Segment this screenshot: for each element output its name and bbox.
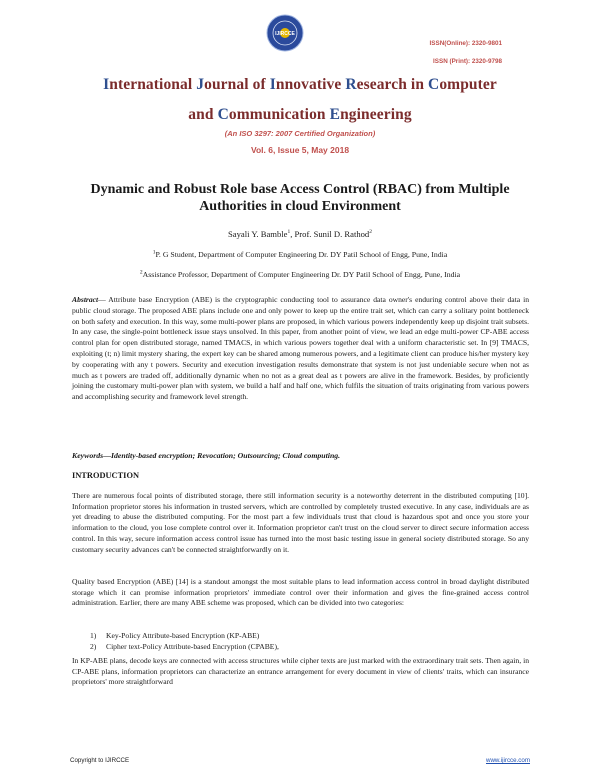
abe-category-list xyxy=(90,631,530,652)
list-item-text: Cipher text-Policy Attribute-based Encryption (CPABE), xyxy=(106,641,279,651)
list-item xyxy=(90,642,530,653)
footer-copyright: Copyright to IJIRCCE xyxy=(70,757,130,764)
journal-name-line2 xyxy=(0,106,600,124)
abstract-label: Abstract xyxy=(72,295,99,304)
footer-website-link[interactable]: www.ijircce.com xyxy=(485,757,530,764)
journal-word: ommunication xyxy=(228,106,330,123)
iso-certification: (An ISO 3297: 2007 Certified Organization) xyxy=(224,129,376,138)
author-1-sup: 1 xyxy=(287,229,291,236)
journal-name-line1 xyxy=(0,76,600,94)
affiliation-2-sup: 2 xyxy=(139,269,143,276)
journal-word: ournal of xyxy=(204,76,270,93)
keywords: Keywords—Identity-based encryption; Revocation; Outsourcing; Cloud computing. xyxy=(72,451,341,460)
intro-paragraph-3: In KP-ABE plans, decode keys are connected with access structures while cipher texts are just marked with the extraordinary trait sets. Then again, in CP-ABE plans, information proprietors can characterize an entrance arrangement for every document in view of clients' traits, which can insurance proprietors' more straightforward xyxy=(72,656,529,687)
journal-initial-cap: I xyxy=(103,76,110,93)
journal-initial-cap: R xyxy=(345,76,357,93)
journal-word: esearch in xyxy=(356,76,429,93)
list-item-text: Key-Policy Attribute-based Encryption (KP-ABE) xyxy=(106,631,260,640)
journal-word: and xyxy=(188,106,218,123)
abstract xyxy=(72,295,529,403)
journal-initial-cap: C xyxy=(428,76,440,93)
affiliation-2 xyxy=(0,270,600,279)
affiliation-1-sup: 1 xyxy=(152,249,156,256)
journal-word: nnovative xyxy=(275,76,346,93)
affiliation-1-text: P. G Student, Department of Computer Engineering Dr. DY Patil School of Engg, Pune, India xyxy=(155,250,448,259)
abstract-body: — Attribute base Encryption (ABE) is the cryptographic conducting tool to assurance data owner's enduring control above their data in public cloud storage. The proposed ABE plans include one and only power to keep up the entire trait set, which can carry a solitary point bottleneck on both safety and execution. In this way, some multi-power plans are proposed, in which various powers independently keep up disjoint trait subsets. In any case, the single-point bottleneck issue stays unsolved. In this paper, from another point of view, we lead an edge multi-power CP-ABE access control plan for open distributed storage, named TMACS, in which various powers together deal with a uniform characteristic set. In [9] TMACS, exploiting (t; n) limit mystery sharing, the expert key can be shared among numerous powers, and a legitimate client can produce his/her mystery key by cooperating with any t powers. Security and execution investigation results demonstrate that system is not just undeniable secure when not as much as t powers are traded off, additionally dynamic when no not as a great deal as t powers are alive in the framework. Besides, by proficiently joining the customary multi-power plan with system, we build a half and half one, which fulfils the situation of traits originating from various powers and accomplishing security and framework level strength. xyxy=(72,295,529,402)
journal-initial-cap: E xyxy=(329,106,341,123)
intro-paragraph-2: Quality based Encryption (ABE) [14] is a standout amongst the most suitable plans to lead information access control in broad daylight distributed storage which it can promise information proprietors' immediate control over their information and gives the fine-grained access control administration. Earlier, there are many ABE scheme was proposed, which can be divided into two categories: xyxy=(72,577,529,608)
intro-paragraph-1: There are numerous focal points of distributed storage, there still information security is a noteworthy deterrent in the distributed computing [10]. Information proprietor stores his information in trusted servers, which are controlled by completely trusted executive. In any case, individuals are as yet dreading to abuse the distributed computing. For the most part a few individuals trust that cloud is hazardous spot and once you store your information to the cloud, you lose complete control over it. Information proprietor can't trust on the cloud server to direct secure information access control. In this way, secure information access control issue has turned into the most basic testing issue in general society distributed storage. So any customary security advances can't be connected straightforwardly on it. xyxy=(72,491,529,554)
list-item-number: 2) xyxy=(90,641,97,651)
journal-initial-cap: C xyxy=(217,106,229,123)
author-2-sup: 2 xyxy=(369,229,372,236)
logo-text: IJIRCCE xyxy=(275,31,295,37)
journal-initial-cap: J xyxy=(196,76,205,93)
journal-word: omputer xyxy=(439,76,497,93)
section-heading-introduction: INTRODUCTION xyxy=(72,471,140,480)
paper-title: Dynamic and Robust Role base Access Control (RBAC) from Multiple Authorities in cloud Environment xyxy=(90,182,510,214)
volume-issue: Vol. 6, Issue 5, May 2018 xyxy=(250,145,350,155)
issn-print: ISSN (Print): 2320-9798 xyxy=(433,58,502,65)
author-line xyxy=(0,229,600,239)
list-item xyxy=(90,631,530,642)
journal-word: nternational xyxy=(109,76,197,93)
journal-initial-cap: I xyxy=(269,76,276,93)
list-item-number: 1) xyxy=(90,631,97,640)
author-separator: , Prof. Sunil D. Rathod xyxy=(290,229,370,239)
journal-logo xyxy=(266,14,304,52)
affiliation-1 xyxy=(0,250,600,259)
author-1: Sayali Y. Bamble xyxy=(228,229,288,239)
affiliation-2-text: Assistance Professor, Department of Computer Engineering Dr. DY Patil School of Engg, Pune, India xyxy=(142,270,461,279)
issn-online: ISSN(Online): 2320-9801 xyxy=(429,40,502,47)
journal-word: ngineering xyxy=(340,106,412,123)
